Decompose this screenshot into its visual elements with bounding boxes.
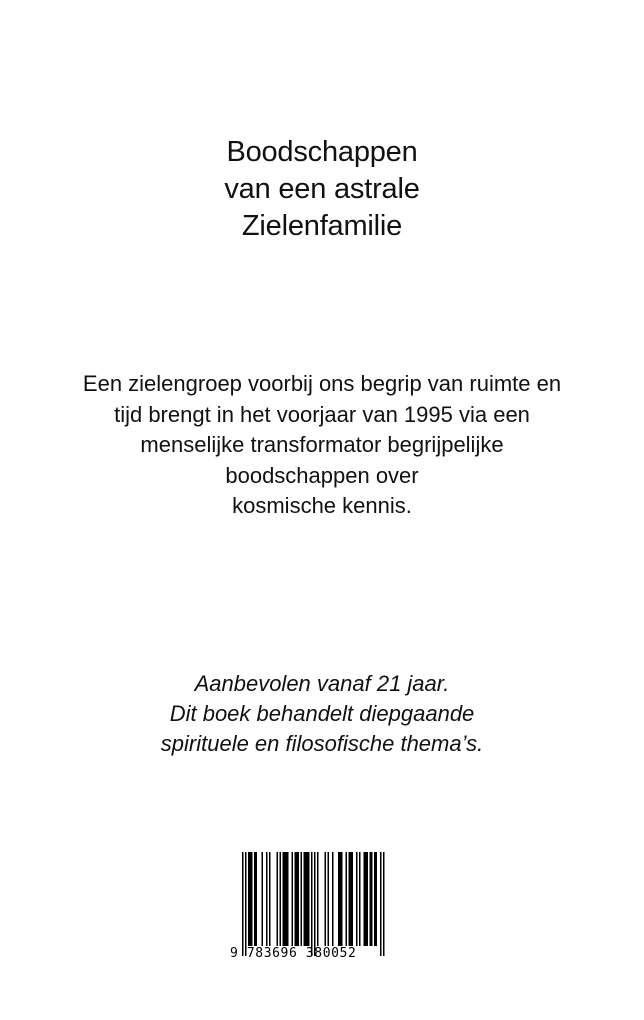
book-title-line: Zielenfamilie xyxy=(241,210,403,242)
barcode-bar xyxy=(341,852,343,946)
barcode-bar xyxy=(248,852,250,946)
barcode-bar xyxy=(364,852,366,946)
barcode-bar xyxy=(256,852,258,946)
barcode-guard-bar xyxy=(242,852,244,956)
blurb-line: kosmische kennis. xyxy=(232,493,412,518)
barcode-bar xyxy=(374,852,376,946)
barcode-guard-bar xyxy=(314,852,316,956)
blurb-line: tijd brengt in het voorjaar van 1995 via een xyxy=(114,401,530,427)
note-line: spirituele en filosofische thema’s. xyxy=(160,731,484,756)
blurb-line: menselijke transformator begrijpelijke xyxy=(140,432,504,457)
barcode-bar xyxy=(352,852,354,946)
barcode-bar xyxy=(332,852,334,946)
barcode-bar xyxy=(376,852,378,946)
isbn-barcode xyxy=(230,852,386,967)
barcode-bar xyxy=(349,852,351,946)
barcode-bar xyxy=(298,852,300,946)
barcode-bar xyxy=(325,852,327,946)
barcode-bar xyxy=(350,852,352,946)
blurb-line: boodschappen over xyxy=(225,462,419,488)
barcode-bar xyxy=(283,852,285,946)
barcode-bar xyxy=(367,852,369,946)
barcode-bar xyxy=(254,852,256,946)
book-blurb xyxy=(0,369,644,522)
barcode-bar xyxy=(338,852,340,946)
barcode-guard-bar xyxy=(311,852,313,956)
barcode-bar xyxy=(371,852,373,946)
barcode-guard-bar xyxy=(245,852,247,956)
barcode-bar xyxy=(287,852,289,946)
barcode-bar xyxy=(269,852,271,946)
barcode-guard-bar xyxy=(380,852,382,956)
book-title-line: Boodschappen xyxy=(226,136,418,168)
barcode-bar xyxy=(286,852,288,946)
barcode-bar xyxy=(304,852,306,946)
barcode-bar xyxy=(308,852,310,946)
barcode-bar xyxy=(340,852,342,946)
barcode-bar xyxy=(365,852,367,946)
barcode-bar xyxy=(277,852,279,946)
book-title-line: van een astrale xyxy=(224,173,420,205)
note-line: Dit boek behandelt diepgaande xyxy=(169,701,475,726)
barcode-bar xyxy=(262,852,264,946)
barcode-bar xyxy=(328,852,330,946)
barcode-bar xyxy=(307,852,309,946)
barcode-bar xyxy=(346,852,348,946)
barcode-bar xyxy=(266,852,268,946)
barcode-guard-bar xyxy=(383,852,385,956)
note-line: Aanbevolen vanaf 21 jaar. xyxy=(194,671,450,696)
barcode-bar xyxy=(292,852,294,946)
barcode-bar xyxy=(296,852,298,946)
barcode-bar xyxy=(317,852,319,946)
barcode-bar xyxy=(251,852,253,946)
age-recommendation-note xyxy=(0,669,644,759)
barcode-bar xyxy=(301,852,303,946)
blurb-line: Een zielengroep voorbij ons begrip van ruimte en xyxy=(82,371,562,396)
isbn-number: 9 783696 380052 xyxy=(230,946,357,961)
barcode-bar xyxy=(356,852,358,946)
barcode-bar xyxy=(280,852,282,946)
barcode-bar xyxy=(359,852,361,946)
book-title xyxy=(0,134,644,245)
barcode-bar xyxy=(284,852,286,946)
barcode-bar xyxy=(305,852,307,946)
barcode-bar xyxy=(250,852,252,946)
barcode-bar xyxy=(295,852,297,946)
barcode-bar xyxy=(370,852,372,946)
